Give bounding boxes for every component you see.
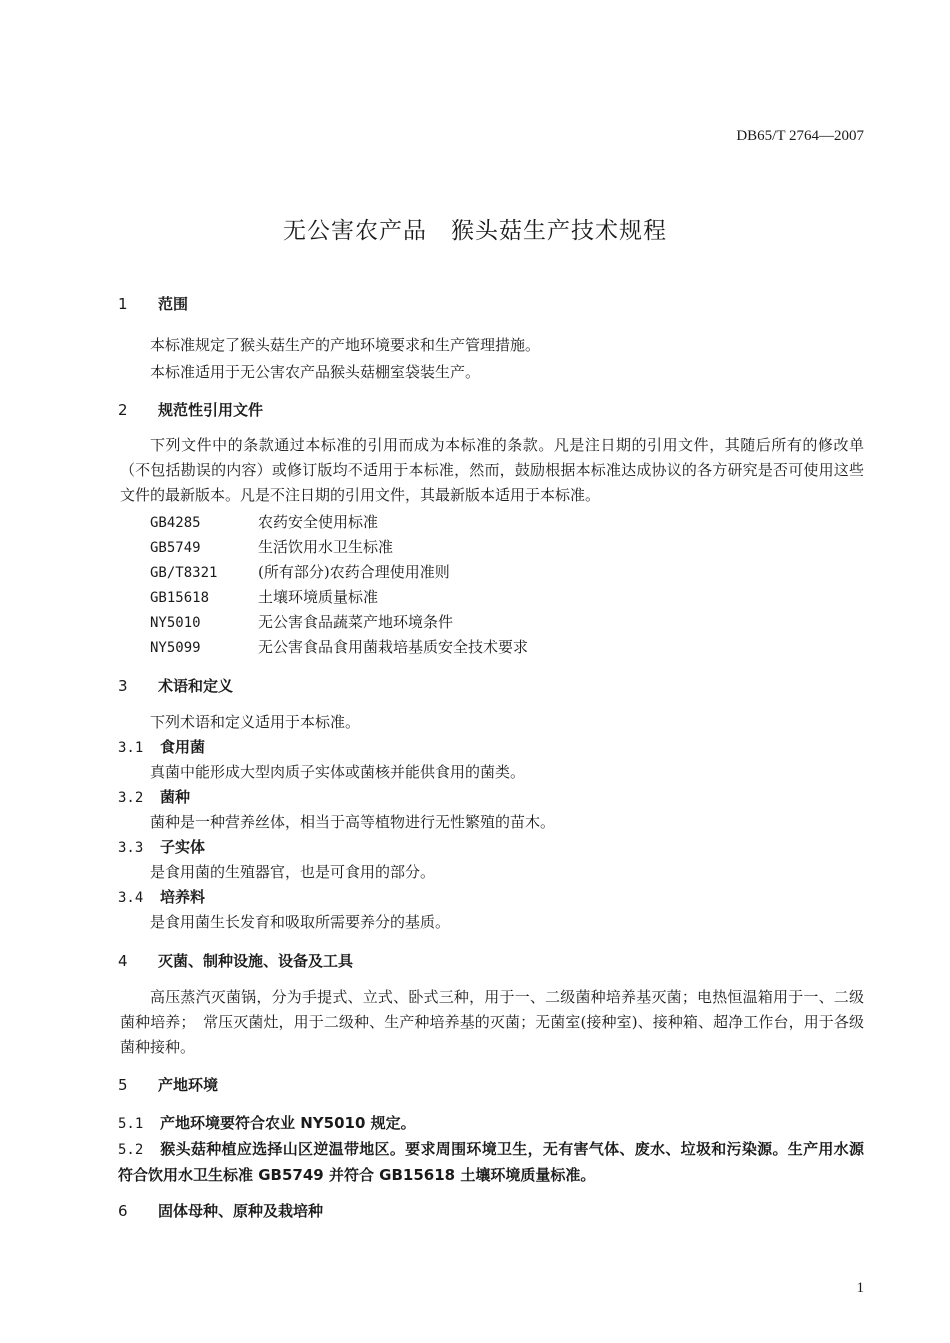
reference-name: 无公害食品食用菌栽培基质安全技术要求 [258, 638, 529, 656]
section-number: 1 [118, 295, 128, 313]
reference-code: NY5099 [150, 640, 201, 656]
section-number: 5 [118, 1076, 128, 1094]
term-definition: 菌种是一种营养丝体，相当于高等植物进行无性繁殖的苗木。 [150, 813, 556, 831]
reference-name: (所有部分)农药合理使用准则 [258, 563, 450, 581]
reference-code: GB15618 [150, 590, 210, 606]
section-title: 灭菌、制种设施、设备及工具 [158, 952, 354, 970]
section-title: 产地环境 [158, 1076, 219, 1094]
section-3-heading [118, 675, 233, 696]
section-number: 2 [118, 401, 128, 419]
term-number: 3.3 [118, 840, 144, 856]
reference-name: 生活饮用水卫生标准 [258, 538, 394, 556]
section-number: 3 [118, 677, 128, 695]
paragraph: 下列术语和定义适用于本标准。 [150, 713, 361, 731]
clause-text: 产地环境要符合农业 NY5010 规定。 [160, 1114, 416, 1132]
section-title: 术语和定义 [158, 677, 234, 695]
section-title: 范围 [158, 295, 189, 313]
term-number: 3.4 [118, 890, 144, 906]
term-heading [118, 886, 205, 907]
clause-5-2 [118, 1137, 864, 1188]
term-name: 培养料 [160, 888, 206, 906]
section-1-heading [118, 293, 188, 314]
term-definition: 是食用菌的生殖器官，也是可食用的部分。 [150, 863, 436, 881]
reference-row [150, 611, 453, 632]
term-definition: 是食用菌生长发育和吸取所需要养分的基质。 [150, 913, 451, 931]
section-5-heading [118, 1074, 218, 1095]
standard-code: DB65/T 2764—2007 [736, 128, 864, 144]
section-4-heading [118, 950, 353, 971]
term-definition: 真菌中能形成大型肉质子实体或菌核并能供食用的菌类。 [150, 763, 526, 781]
term-heading [118, 786, 190, 807]
clause-number: 5.2 [118, 1142, 144, 1158]
clause-text: 猴头菇种植应选择山区逆温带地区。要求周围环境卫生，无有害气体、废水、垃圾和污染源。生产用水源符合饮用水卫生标准 GB5749 并符合 GB15618 土壤环境质量标准。 [118, 1140, 864, 1184]
term-name: 子实体 [160, 838, 206, 856]
term-name: 食用菌 [160, 738, 206, 756]
section-number: 6 [118, 1202, 128, 1220]
term-number: 3.1 [118, 740, 144, 756]
clause-5-1 [118, 1112, 416, 1133]
reference-row [150, 586, 378, 607]
reference-name: 农药安全使用标准 [258, 513, 379, 531]
section-6-heading [118, 1200, 323, 1221]
section-number: 4 [118, 952, 128, 970]
paragraph: 本标准适用于无公害农产品猴头菇棚室袋装生产。 [150, 363, 481, 381]
reference-code: NY5010 [150, 615, 201, 631]
reference-row [150, 561, 450, 582]
page-number: 1 [856, 1280, 864, 1296]
section-title: 固体母种、原种及栽培种 [158, 1202, 324, 1220]
reference-row [150, 636, 528, 657]
paragraph: 高压蒸汽灭菌锅，分为手提式、立式、卧式三种，用于一、二级菌种培养基灭菌；电热恒温箱用于一、二级菌种培养； 常压灭菌灶，用于二级种、生产种培养基的灭菌；无菌室(接种室)、接种箱、超净工作台，用于各级菌种接种。 [120, 988, 864, 1056]
document-title: 无公害农产品 猴头菇生产技术规程 [283, 218, 667, 244]
reference-row [150, 536, 393, 557]
reference-name: 土壤环境质量标准 [258, 588, 379, 606]
section-2-heading [118, 399, 263, 420]
reference-code: GB4285 [150, 515, 201, 531]
term-name: 菌种 [160, 788, 191, 806]
term-number: 3.2 [118, 790, 144, 806]
section-title: 规范性引用文件 [158, 401, 264, 419]
reference-code: GB/T8321 [150, 565, 218, 581]
reference-name: 无公害食品蔬菜产地环境条件 [258, 613, 454, 631]
term-heading [118, 836, 205, 857]
paragraph: 本标准规定了猴头菇生产的产地环境要求和生产管理措施。 [150, 336, 541, 354]
term-heading [118, 736, 205, 757]
clause-number: 5.1 [118, 1116, 144, 1132]
paragraph: 下列文件中的条款通过本标准的引用而成为本标准的条款。凡是注日期的引用文件，其随后所有的修改单（不包括勘误的内容）或修订版均不适用于本标准，然而，鼓励根据本标准达成协议的各方研究是否可使用这些文件的最新版本。凡是不注日期的引用文件，其最新版本适用于本标准。 [120, 436, 864, 504]
reference-code: GB5749 [150, 540, 201, 556]
reference-row [150, 511, 378, 532]
